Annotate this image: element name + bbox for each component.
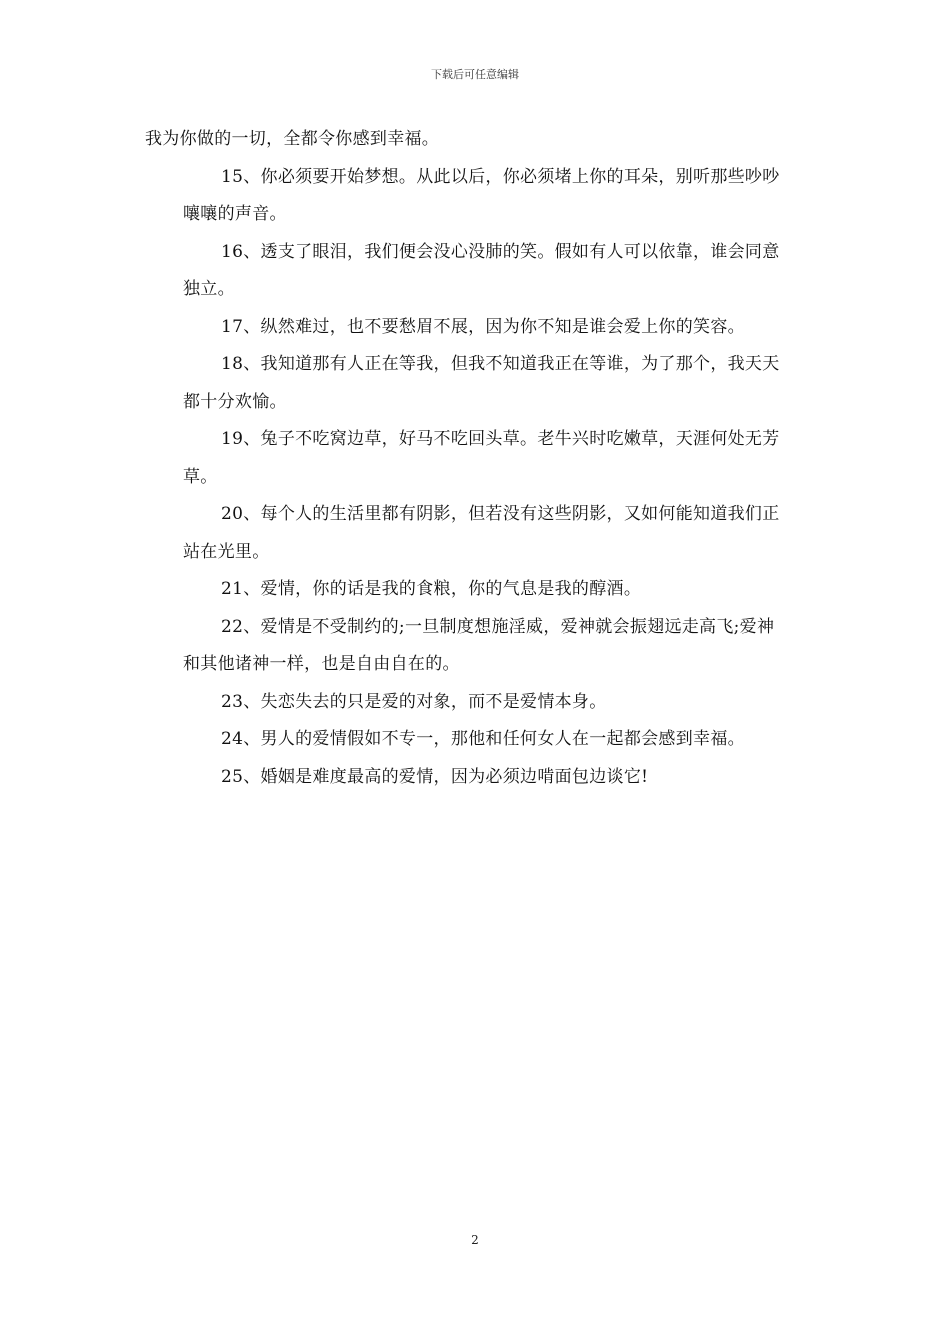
paragraph-line: 23、失恋失去的只是爱的对象，而不是爱情本身。 <box>221 691 607 712</box>
paragraph <box>145 609 813 684</box>
paragraph-line: 草。 <box>183 466 218 487</box>
page-header: 下载后可任意编辑 <box>431 68 519 81</box>
paragraph-line: 19、兔子不吃窝边草，好马不吃回头草。老牛兴时吃嫩草，天涯何处无芳 <box>221 429 780 449</box>
paragraph-line: 22、爱情是不受制约的;一旦制度想施淫威，爱神就会振翅远走高飞;爱神 <box>221 616 775 637</box>
paragraph <box>145 121 813 159</box>
paragraph-line: 都十分欢愉。 <box>183 391 287 412</box>
paragraph-line: 嚷嚷的声音。 <box>183 204 287 224</box>
paragraph <box>145 421 813 496</box>
document-body <box>145 121 813 796</box>
paragraph <box>145 234 813 309</box>
paragraph-line: 20、每个人的生活里都有阴影，但若没有这些阴影，又如何能知道我们正 <box>221 504 780 524</box>
paragraph-line: 17、纵然难过，也不要愁眉不展，因为你不知是谁会爱上你的笑容。 <box>221 316 745 337</box>
paragraph-line: 18、我知道那有人正在等我，但我不知道我正在等谁，为了那个，我天天 <box>221 354 780 374</box>
paragraph-line: 独立。 <box>183 279 235 299</box>
paragraph-line: 24、男人的爱情假如不专一，那他和任何女人在一起都会感到幸福。 <box>221 729 745 749</box>
paragraph-line: 15、你必须要开始梦想。从此以后，你必须堵上你的耳朵，别听那些吵吵 <box>221 166 780 187</box>
paragraph-line: 25、婚姻是难度最高的爱情，因为必须边啃面包边谈它! <box>221 766 649 787</box>
paragraph <box>145 759 813 797</box>
paragraph <box>145 496 813 571</box>
paragraph-line: 我为你做的一切，全都令你感到幸福。 <box>145 129 440 149</box>
paragraph-line: 16、透支了眼泪，我们便会没心没肺的笑。假如有人可以依靠，谁会同意 <box>221 241 780 262</box>
paragraph <box>145 309 813 347</box>
paragraph-line: 和其他诸神一样，也是自由自在的。 <box>183 654 460 674</box>
paragraph-line: 站在光里。 <box>183 541 270 562</box>
paragraph <box>145 346 813 421</box>
paragraph <box>145 159 813 234</box>
paragraph <box>145 684 813 722</box>
paragraph-line: 21、爱情，你的话是我的食粮，你的气息是我的醇酒。 <box>221 579 642 599</box>
paragraph <box>145 721 813 759</box>
paragraph <box>145 571 813 609</box>
page-number: 2 <box>471 1233 479 1247</box>
